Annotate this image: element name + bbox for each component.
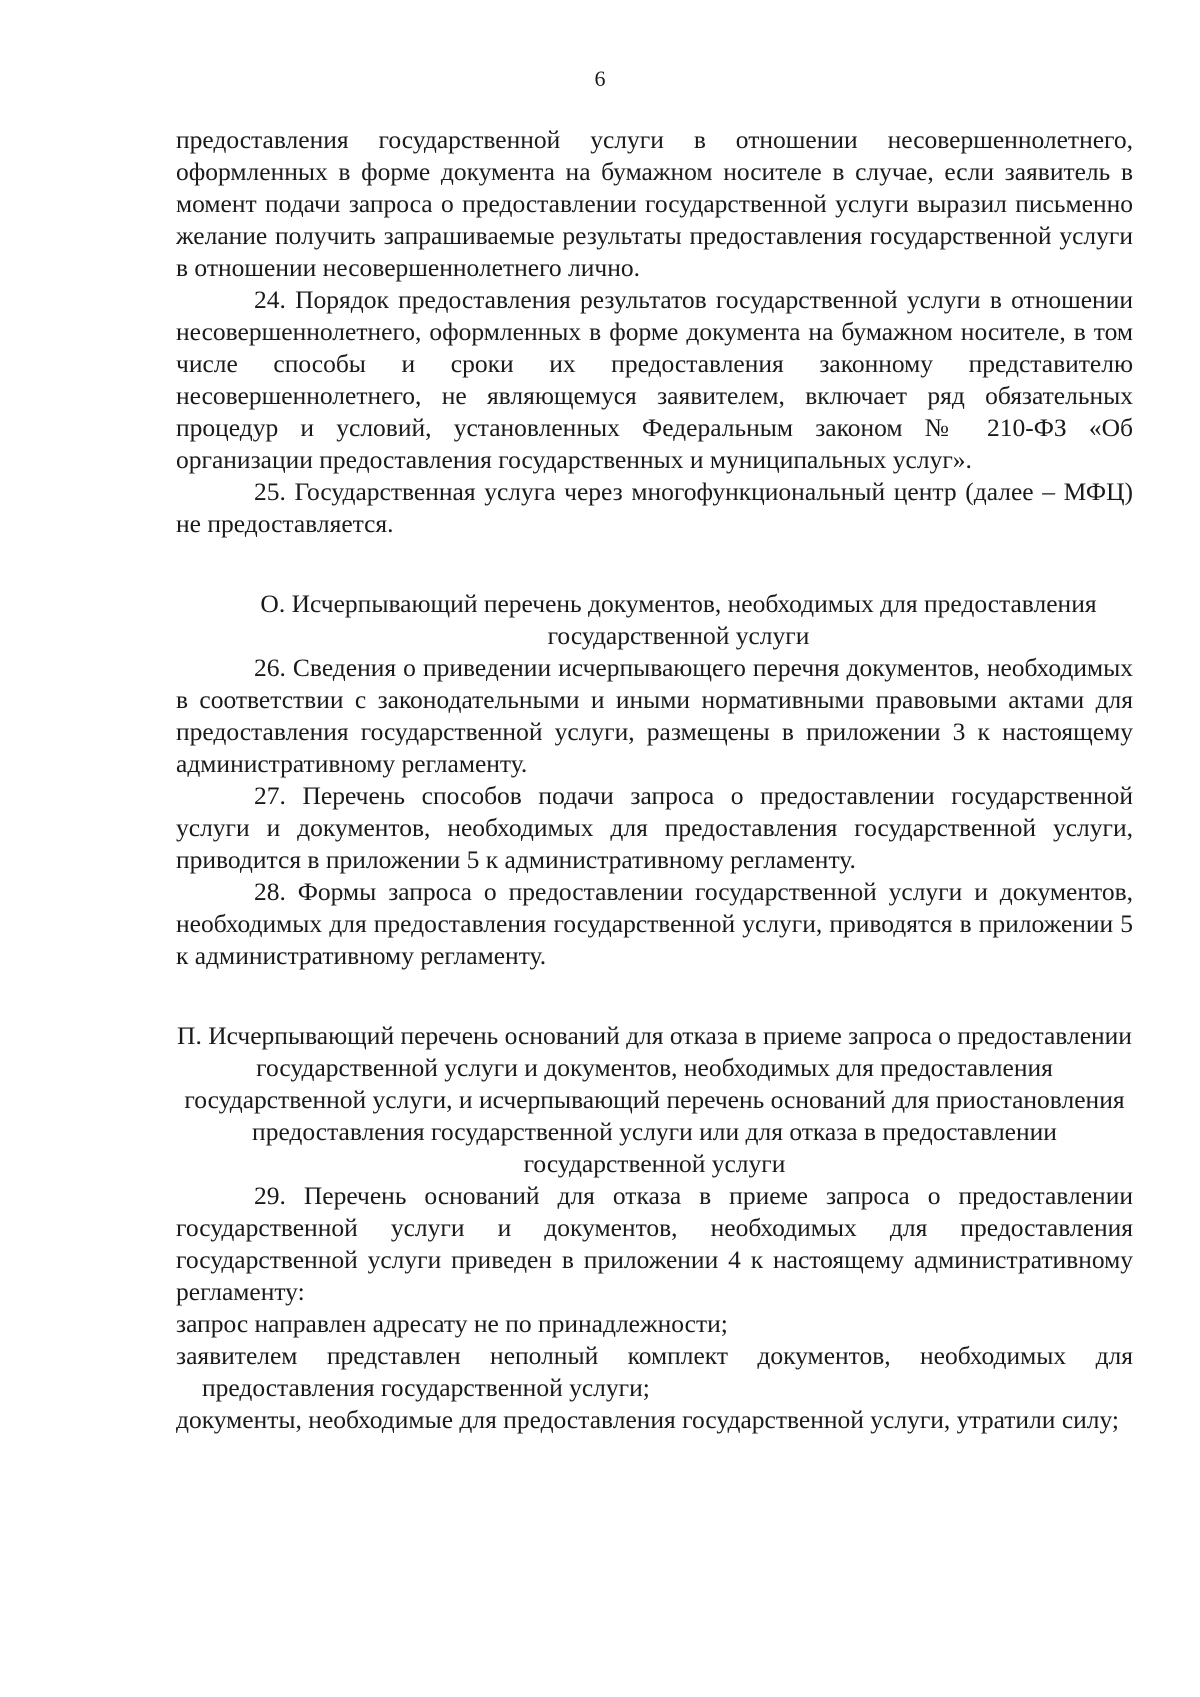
paragraph-28: 28. Формы запроса о предоставлении государственной услуги и документов, необходимых для предоставления государственной услуги, приводятся в приложении 5 к административному регламенту. [176, 877, 1133, 970]
section-p-heading: П. Исчерпывающий перечень оснований для отказа в приеме запроса о предоставлении государственной услуги и документов, необходимых для предоставления государственной услуги, и исчерпывающий перечень оснований для приостановления предоставления государственной услуги или для отказа в предоставлении государственной услуги [177, 1021, 1132, 1178]
list-item: документы, необходимые для предоставления государственной услуги, утратили силу; [176, 1405, 1120, 1434]
paragraph-continued: предоставления государственной услуги в отношении несовершеннолетнего, оформленных в форме документа на бумажном носителе в случае, если заявитель в момент подачи запроса о предоставлении государственной услуги выразил письменно желание получить запрашиваемые результаты предоставления государственной услуги в отношении несовершеннолетнего лично. [176, 125, 1133, 282]
paragraph-27: 27. Перечень способов подачи запроса о предоставлении государственной услуги и документов, необходимых для предоставления государственной услуги, приводится в приложении 5 к административному регламенту. [176, 781, 1133, 874]
list-item: заявителем представлен неполный комплект документов, необходимых для предоставления государственной услуги; [176, 1341, 1133, 1402]
paragraph-25: 25. Государственная услуга через многофункциональный центр (далее – МФЦ) не предоставляется. [176, 477, 1133, 538]
page-number: 6 [594, 66, 606, 91]
paragraph-24: 24. Порядок предоставления результатов государственной услуги в отношении несовершеннолетнего, оформленных в форме документа на бумажном носителе, в том числе способы и сроки их предоставления законному представителю несовершеннолетнего, не являющемуся заявителем, включает ряд обязательных процедур и условий, установленных Федеральным законом № 210-ФЗ «Об организации предоставления государственных и муниципальных услуг». [176, 285, 1133, 474]
paragraph-29: 29. Перечень оснований для отказа в приеме запроса о предоставлении государственной услуги и документов, необходимых для предоставления государственной услуги приведен в приложении 4 к настоящему административному регламенту: [176, 1181, 1133, 1306]
list-item: запрос направлен адресату не по принадлежности; [176, 1309, 728, 1338]
section-o-heading: О. Исчерпывающий перечень документов, необходимых для предоставления государственной услуги [260, 589, 1097, 650]
paragraph-26: 26. Сведения о приведении исчерпывающего перечня документов, необходимых в соответствии с законодательными и иными нормативными правовыми актами для предоставления государственной услуги, размещены в приложении 3 к настоящему административному регламенту. [176, 653, 1133, 778]
page-content [176, 124, 1133, 1436]
